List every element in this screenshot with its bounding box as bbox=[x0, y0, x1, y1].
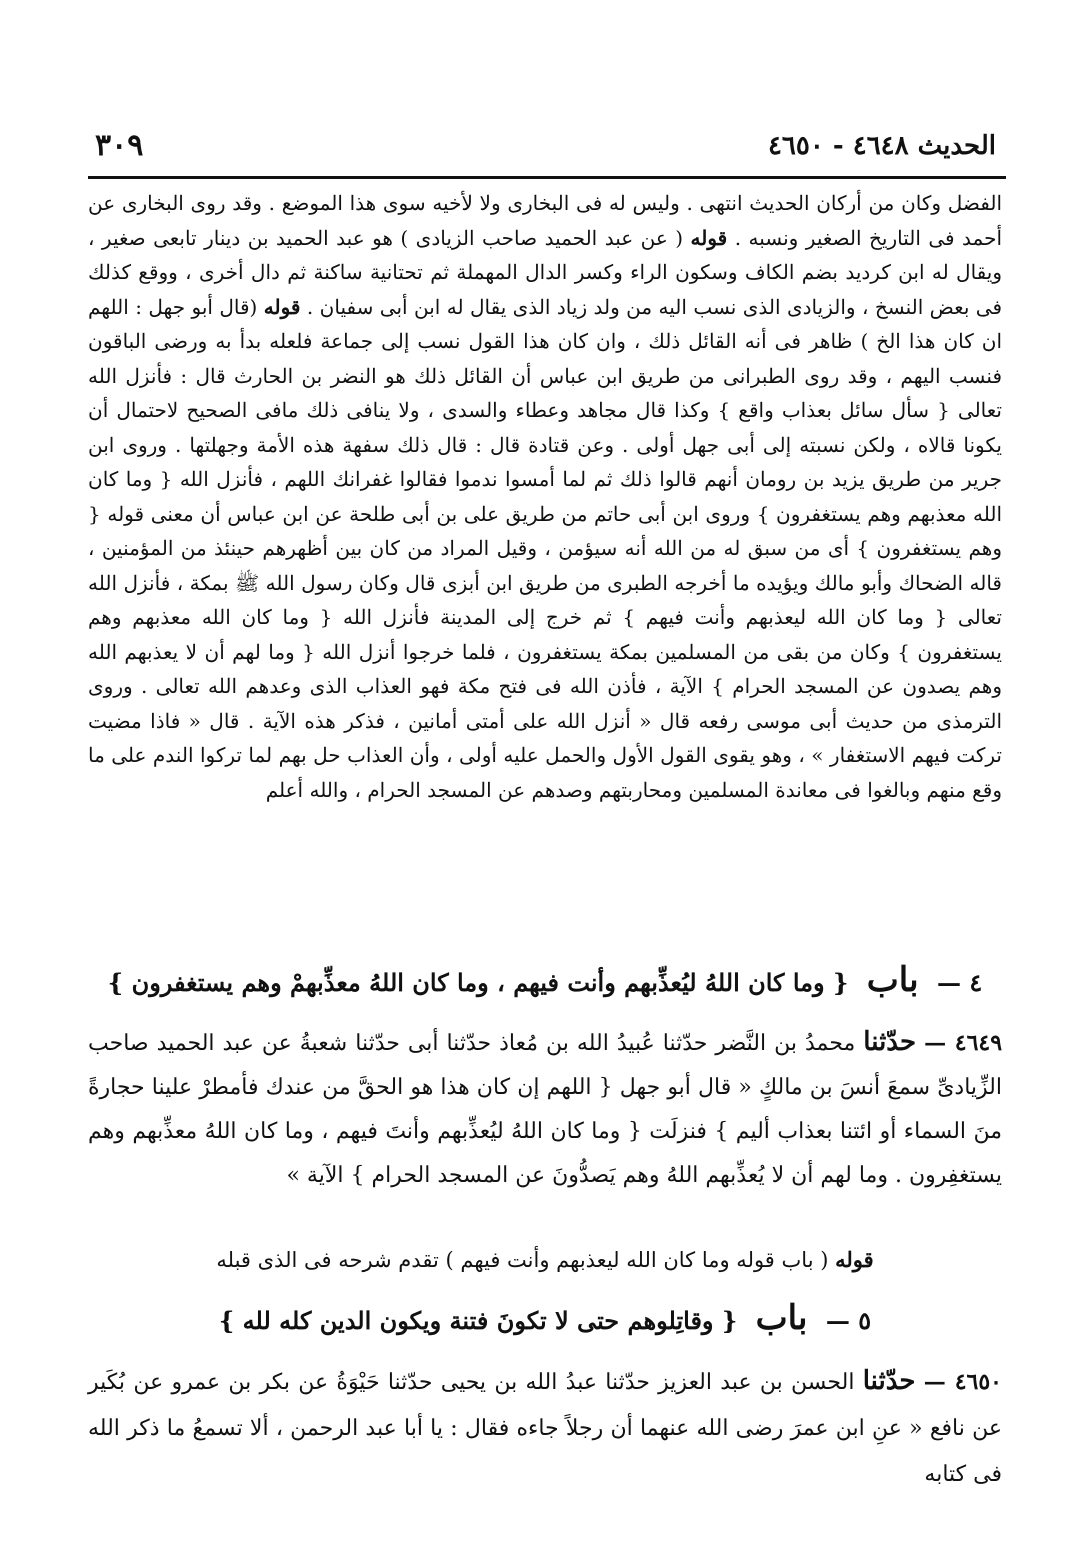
hadith-number: ٤٦٥٠ — bbox=[923, 1369, 1002, 1395]
haddathana-label: حدّثنا bbox=[863, 1027, 917, 1057]
hadith-text: محمدُ بن النَّضر حدّثنا عُبيدُ الله بن مُعاذ حدّثنا أبى حدّثنا شعبةُ عن عبد الحميد صاحب الزِّيادىِّ سمعَ أنسَ بن مالكٍ « قال أبو جهل { اللهم إن كان هذا هو الحقَّ من عندك فأمطرْ علينا حجارةً منَ السماء أو ائتنا بعذاب أليم } فنزلَت { وما كان اللهُ ليُعذِّبهم وأنتَ فيهم ، وما كان اللهُ معذِّبهم وهم يستغفِرون . وما لهم أن لا يُعذِّبهم اللهُ وهم يَصدُّونَ عن المسجد الحرام } الآية » bbox=[88, 1031, 1002, 1188]
page-number: ٣٠٩ bbox=[95, 128, 144, 163]
note-text: ( باب قوله وما كان الله ليعذبهم وأنت فيهم ) تقدم شرحه فى الذى قبله bbox=[216, 1248, 829, 1272]
commentary-text-3: (قال أبو جهل : اللهم ان كان هذا الخ ) ظاهر فى أنه القائل ذلك ، وان كان هذا القول نسب إلى جماعة فلعله بدأ به ورضى الباقون فنسب اليهم ، وقد روى الطبرانى من طريق ابن عباس أن القائل ذلك هو النضر بن الحارث قال : فأنزل الله تعالى { سأل سائل بعذاب واقع } وكذا قال مجاهد وعطاء والسدى ، ولا ينافى ذلك مافى الصحيح لاحتمال أن يكونا قالاه ، ولكن نسبته إلى أبى جهل أولى . وعن قتادة قال : قال ذلك سفهة هذه الأمة وجهلتها . وروى ابن جرير من طريق يزيد بن رومان أنهم قالوا ذلك ثم لما أمسوا ندموا فقالوا غفرانك اللهم ، فأنزل الله { وما كان الله معذبهم وهم يستغفرون } وروى ابن أبى حاتم من طريق على بن أبى طلحة عن ابن عباس أن معنى قوله { وهم يستغفرون } أى من سبق له من الله أنه سيؤمن ، وقيل المراد من كان بين أظهرهم حينئذ من المؤمنين ، قاله الضحاك وأبو مالك ويؤيده ما أخرجه الطبرى من طريق ابن أبزى قال وكان رسول الله ﷺ بمكة ، فأنزل الله تعالى { وما كان الله ليعذبهم وأنت فيهم } ثم خرج إلى المدينة فأنزل الله { وما كان الله معذبهم وهم يستغفرون } وكان من بقى من المسلمين بمكة يستغفرون ، فلما خرجوا أنزل الله { وما لهم أن لا يعذبهم الله وهم يصدون عن المسجد الحرام } الآية ، فأذن الله فى فتح مكة فهو العذاب الذى وعدهم الله تعالى . وروى الترمذى من حديث أبى موسى رفعه قال « أنزل الله على أمتى أمانين ، فذكر هذه الآية . قال « فاذا مضيت تركت فيهم الاستغفار » ، وهو يقوى القول الأول والحمل عليه أولى ، وأن العذاب حل بهم لما تركوا الندم على ما وقع منهم وبالغوا فى معاندة المسلمين ومحاربتهم وصدهم عن المسجد الحرام ، والله أعلم bbox=[88, 294, 1002, 802]
hadith-4649 bbox=[88, 1020, 1002, 1198]
commentary-text-2: ( عن عبد الحميد صاحب الزيادى ) هو عبد الحميد بن دينار تابعى صغير ، ويقال له ابن كرديد بضم الكاف وسكون الراء وكسر الدال المهملة ثم تحتانية ساكنة ثم دال أخرى ، ووقع كذلك فى بعض النسخ ، والزيادى الذى نسب اليه من ولد زياد الذى يقال له ابن أبى سفيان . bbox=[88, 225, 1003, 319]
hadith-text: الحسن بن عبد العزيز حدّثنا عبدُ الله بن يحيى حدّثنا حَيْوَةُ عن بكر بن عمرو عن بُكَير عن نافع « عنِ ابن عمرَ رضى الله عنهما أن رجلاً جاءه فقال : يا أبا عبد الرحمن ، ألا تسمعُ ما ذكر الله فى كتابه bbox=[88, 1370, 1002, 1487]
haddathana-label: حدّثنا bbox=[862, 1366, 916, 1396]
hadith-number: ٤٦٤٩ — bbox=[924, 1030, 1003, 1056]
chapter-number: ٤ — bbox=[936, 968, 983, 997]
chapter-note bbox=[88, 1242, 1002, 1278]
hadith-4650 bbox=[88, 1358, 1002, 1498]
qawluhu-keyword: قوله bbox=[690, 225, 728, 250]
header-rule bbox=[88, 176, 1006, 179]
commentary-text-1: الفضل وكان من أركان الحديث انتهى . وليس له فى البخارى ولا لأخيه سوى هذا الموضع . وقد روى البخارى عن أحمد فى التاريخ الصغير ونسبه . bbox=[88, 191, 1003, 250]
chapter-heading-4 bbox=[88, 960, 1002, 1000]
chapter-number: ٥ — bbox=[825, 1306, 872, 1335]
running-head bbox=[95, 128, 996, 163]
commentary-block bbox=[88, 186, 1002, 807]
qawluhu-keyword: قوله bbox=[263, 294, 301, 319]
bab-label: باب bbox=[866, 960, 919, 1000]
commentary-paragraph bbox=[88, 186, 1002, 807]
chapter-title: { وما كان اللهُ ليُعذِّبهم وأنت فيهم ، وما كان اللهُ معذِّبهمْ وهم يستغفرون } bbox=[107, 968, 849, 997]
qawluhu-keyword: قوله bbox=[835, 1247, 874, 1272]
bab-label: باب bbox=[755, 1298, 808, 1338]
running-title: الحديث ٤٦٤٨ - ٤٦٥٠ bbox=[767, 130, 996, 161]
chapter-heading-5 bbox=[88, 1298, 1002, 1338]
chapter-title: { وقاتِلوهم حتى لا تكونَ فتنة ويكون الدين كله لله } bbox=[218, 1306, 738, 1335]
